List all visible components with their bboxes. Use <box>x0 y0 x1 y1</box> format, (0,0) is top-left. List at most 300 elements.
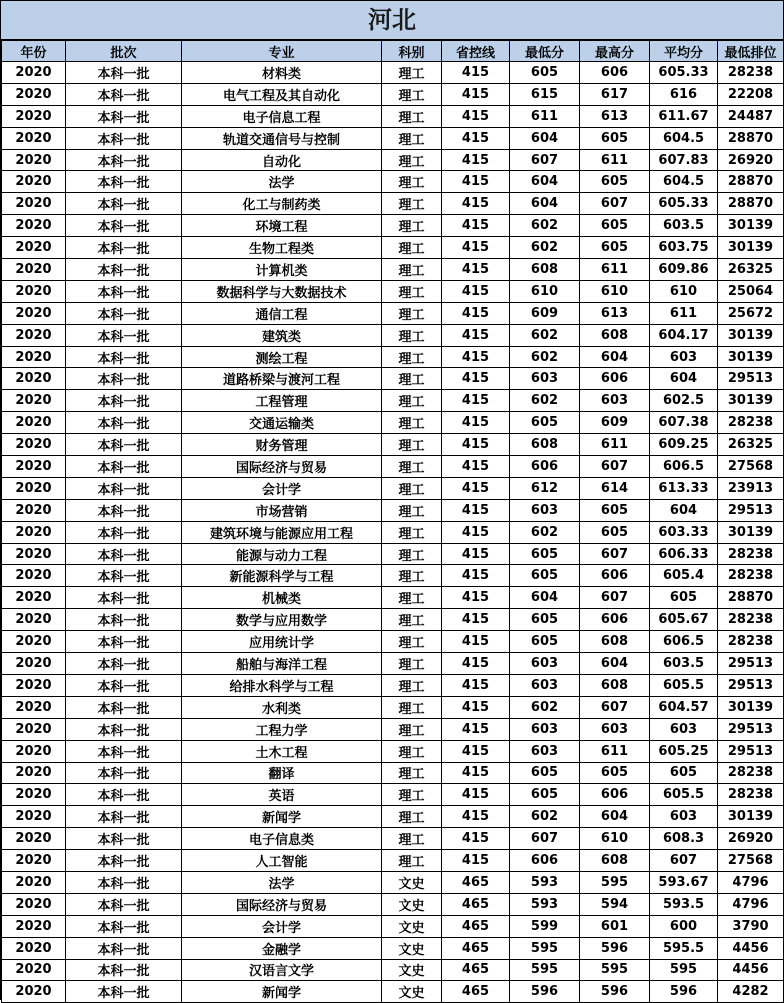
avg-score-cell: 605.4 <box>650 565 718 587</box>
max-score-cell: 604 <box>580 346 650 368</box>
table-row <box>2 193 784 215</box>
table-row <box>2 456 784 478</box>
major-cell: 数学与应用数学 <box>182 609 382 631</box>
year-cell: 2020 <box>2 390 66 412</box>
min-score-cell: 605 <box>510 784 580 806</box>
min-rank-cell: 29513 <box>718 740 784 762</box>
min-score-cell: 602 <box>510 237 580 259</box>
min-score-cell: 609 <box>510 302 580 324</box>
min-score-cell: 603 <box>510 740 580 762</box>
max-score-cell: 608 <box>580 850 650 872</box>
category-cell: 文史 <box>382 959 442 981</box>
min-rank-cell: 29513 <box>718 674 784 696</box>
min-score-cell: 603 <box>510 368 580 390</box>
min-score-cell: 603 <box>510 718 580 740</box>
major-cell: 通信工程 <box>182 302 382 324</box>
major-cell: 市场营销 <box>182 499 382 521</box>
min-score-cell: 605 <box>510 412 580 434</box>
max-score-cell: 605 <box>580 215 650 237</box>
category-cell: 理工 <box>382 543 442 565</box>
batch-cell: 本科一批 <box>66 718 182 740</box>
avg-score-cell: 605.33 <box>650 193 718 215</box>
avg-score-cell: 605.5 <box>650 674 718 696</box>
control-line-cell: 415 <box>442 83 510 105</box>
category-cell: 理工 <box>382 237 442 259</box>
batch-cell: 本科一批 <box>66 784 182 806</box>
table-row <box>2 762 784 784</box>
control-line-cell: 415 <box>442 565 510 587</box>
min-rank-cell: 30139 <box>718 696 784 718</box>
batch-cell: 本科一批 <box>66 915 182 937</box>
table-row <box>2 653 784 675</box>
control-line-cell: 415 <box>442 828 510 850</box>
major-cell: 新闻学 <box>182 981 382 1003</box>
batch-cell: 本科一批 <box>66 324 182 346</box>
batch-cell: 本科一批 <box>66 959 182 981</box>
min-rank-cell: 28870 <box>718 587 784 609</box>
header-year: 年份 <box>2 41 66 62</box>
min-rank-cell: 22208 <box>718 83 784 105</box>
control-line-cell: 415 <box>442 390 510 412</box>
min-rank-cell: 30139 <box>718 324 784 346</box>
min-score-cell: 602 <box>510 806 580 828</box>
avg-score-cell: 610 <box>650 280 718 302</box>
batch-cell: 本科一批 <box>66 981 182 1003</box>
year-cell: 2020 <box>2 521 66 543</box>
avg-score-cell: 604.17 <box>650 324 718 346</box>
category-cell: 理工 <box>382 346 442 368</box>
table-row <box>2 171 784 193</box>
control-line-cell: 415 <box>442 280 510 302</box>
min-rank-cell: 3790 <box>718 915 784 937</box>
table-row <box>2 521 784 543</box>
min-rank-cell: 29513 <box>718 653 784 675</box>
max-score-cell: 594 <box>580 893 650 915</box>
avg-score-cell: 603.33 <box>650 521 718 543</box>
table-row <box>2 62 784 84</box>
major-cell: 电气工程及其自动化 <box>182 83 382 105</box>
min-score-cell: 596 <box>510 981 580 1003</box>
table-row <box>2 280 784 302</box>
category-cell: 理工 <box>382 390 442 412</box>
max-score-cell: 606 <box>580 62 650 84</box>
min-rank-cell: 30139 <box>718 390 784 412</box>
score-table <box>1 40 784 1003</box>
major-cell: 道路桥梁与渡河工程 <box>182 368 382 390</box>
min-score-cell: 607 <box>510 828 580 850</box>
control-line-cell: 415 <box>442 456 510 478</box>
min-rank-cell: 28238 <box>718 543 784 565</box>
table-row <box>2 850 784 872</box>
batch-cell: 本科一批 <box>66 259 182 281</box>
table-row <box>2 368 784 390</box>
control-line-cell: 415 <box>442 368 510 390</box>
year-cell: 2020 <box>2 674 66 696</box>
category-cell: 理工 <box>382 149 442 171</box>
batch-cell: 本科一批 <box>66 193 182 215</box>
year-cell: 2020 <box>2 324 66 346</box>
major-cell: 国际经济与贸易 <box>182 893 382 915</box>
control-line-cell: 415 <box>442 631 510 653</box>
min-rank-cell: 28238 <box>718 609 784 631</box>
year-cell: 2020 <box>2 193 66 215</box>
min-rank-cell: 28238 <box>718 784 784 806</box>
min-score-cell: 606 <box>510 456 580 478</box>
category-cell: 理工 <box>382 368 442 390</box>
min-score-cell: 605 <box>510 762 580 784</box>
min-rank-cell: 28870 <box>718 127 784 149</box>
batch-cell: 本科一批 <box>66 543 182 565</box>
min-score-cell: 593 <box>510 893 580 915</box>
year-cell: 2020 <box>2 915 66 937</box>
batch-cell: 本科一批 <box>66 302 182 324</box>
avg-score-cell: 595.5 <box>650 937 718 959</box>
category-cell: 理工 <box>382 456 442 478</box>
control-line-cell: 465 <box>442 871 510 893</box>
batch-cell: 本科一批 <box>66 696 182 718</box>
year-cell: 2020 <box>2 302 66 324</box>
min-score-cell: 602 <box>510 346 580 368</box>
table-row <box>2 806 784 828</box>
major-cell: 给排水科学与工程 <box>182 674 382 696</box>
control-line-cell: 415 <box>442 477 510 499</box>
header-category: 科别 <box>382 41 442 62</box>
major-cell: 测绘工程 <box>182 346 382 368</box>
table-row <box>2 587 784 609</box>
major-cell: 财务管理 <box>182 434 382 456</box>
category-cell: 理工 <box>382 499 442 521</box>
avg-score-cell: 607.38 <box>650 412 718 434</box>
min-score-cell: 602 <box>510 696 580 718</box>
header-avg-score: 平均分 <box>650 41 718 62</box>
batch-cell: 本科一批 <box>66 653 182 675</box>
control-line-cell: 415 <box>442 346 510 368</box>
max-score-cell: 606 <box>580 784 650 806</box>
max-score-cell: 603 <box>580 390 650 412</box>
batch-cell: 本科一批 <box>66 609 182 631</box>
min-rank-cell: 30139 <box>718 346 784 368</box>
control-line-cell: 415 <box>442 850 510 872</box>
table-row <box>2 740 784 762</box>
control-line-cell: 415 <box>442 259 510 281</box>
avg-score-cell: 603 <box>650 346 718 368</box>
batch-cell: 本科一批 <box>66 477 182 499</box>
max-score-cell: 611 <box>580 434 650 456</box>
table-row <box>2 127 784 149</box>
control-line-cell: 415 <box>442 302 510 324</box>
control-line-cell: 465 <box>442 981 510 1003</box>
batch-cell: 本科一批 <box>66 762 182 784</box>
category-cell: 理工 <box>382 718 442 740</box>
min-score-cell: 605 <box>510 631 580 653</box>
year-cell: 2020 <box>2 127 66 149</box>
year-cell: 2020 <box>2 456 66 478</box>
max-score-cell: 607 <box>580 543 650 565</box>
min-score-cell: 605 <box>510 62 580 84</box>
major-cell: 国际经济与贸易 <box>182 456 382 478</box>
min-score-cell: 604 <box>510 127 580 149</box>
year-cell: 2020 <box>2 981 66 1003</box>
min-score-cell: 605 <box>510 543 580 565</box>
min-score-cell: 604 <box>510 587 580 609</box>
control-line-cell: 415 <box>442 609 510 631</box>
min-score-cell: 606 <box>510 850 580 872</box>
avg-score-cell: 593.67 <box>650 871 718 893</box>
year-cell: 2020 <box>2 806 66 828</box>
max-score-cell: 603 <box>580 718 650 740</box>
header-min-rank: 最低排位 <box>718 41 784 62</box>
category-cell: 理工 <box>382 674 442 696</box>
min-rank-cell: 27568 <box>718 850 784 872</box>
avg-score-cell: 609.86 <box>650 259 718 281</box>
table-row <box>2 83 784 105</box>
table-row <box>2 696 784 718</box>
category-cell: 理工 <box>382 521 442 543</box>
control-line-cell: 415 <box>442 674 510 696</box>
control-line-cell: 415 <box>442 412 510 434</box>
min-score-cell: 607 <box>510 149 580 171</box>
category-cell: 理工 <box>382 740 442 762</box>
max-score-cell: 601 <box>580 915 650 937</box>
control-line-cell: 465 <box>442 915 510 937</box>
control-line-cell: 415 <box>442 62 510 84</box>
year-cell: 2020 <box>2 62 66 84</box>
batch-cell: 本科一批 <box>66 565 182 587</box>
max-score-cell: 610 <box>580 828 650 850</box>
table-row <box>2 477 784 499</box>
control-line-cell: 415 <box>442 105 510 127</box>
min-rank-cell: 29513 <box>718 499 784 521</box>
control-line-cell: 415 <box>442 696 510 718</box>
max-score-cell: 608 <box>580 674 650 696</box>
min-score-cell: 608 <box>510 259 580 281</box>
avg-score-cell: 603.5 <box>650 653 718 675</box>
control-line-cell: 415 <box>442 171 510 193</box>
category-cell: 理工 <box>382 477 442 499</box>
header-row <box>2 41 784 62</box>
category-cell: 理工 <box>382 127 442 149</box>
max-score-cell: 608 <box>580 631 650 653</box>
avg-score-cell: 593.5 <box>650 893 718 915</box>
major-cell: 工程力学 <box>182 718 382 740</box>
min-score-cell: 602 <box>510 521 580 543</box>
avg-score-cell: 611 <box>650 302 718 324</box>
year-cell: 2020 <box>2 631 66 653</box>
max-score-cell: 605 <box>580 127 650 149</box>
avg-score-cell: 605.33 <box>650 62 718 84</box>
min-rank-cell: 28870 <box>718 171 784 193</box>
year-cell: 2020 <box>2 740 66 762</box>
max-score-cell: 595 <box>580 871 650 893</box>
category-cell: 理工 <box>382 828 442 850</box>
avg-score-cell: 606.5 <box>650 456 718 478</box>
min-rank-cell: 25064 <box>718 280 784 302</box>
major-cell: 新能源科学与工程 <box>182 565 382 587</box>
control-line-cell: 415 <box>442 521 510 543</box>
major-cell: 环境工程 <box>182 215 382 237</box>
category-cell: 理工 <box>382 259 442 281</box>
max-score-cell: 606 <box>580 565 650 587</box>
major-cell: 生物工程类 <box>182 237 382 259</box>
min-rank-cell: 29513 <box>718 718 784 740</box>
year-cell: 2020 <box>2 828 66 850</box>
table-body <box>2 62 784 1003</box>
year-cell: 2020 <box>2 499 66 521</box>
control-line-cell: 415 <box>442 193 510 215</box>
major-cell: 电子信息工程 <box>182 105 382 127</box>
category-cell: 文史 <box>382 915 442 937</box>
batch-cell: 本科一批 <box>66 280 182 302</box>
max-score-cell: 596 <box>580 981 650 1003</box>
max-score-cell: 607 <box>580 696 650 718</box>
major-cell: 自动化 <box>182 149 382 171</box>
max-score-cell: 611 <box>580 259 650 281</box>
avg-score-cell: 603.5 <box>650 215 718 237</box>
avg-score-cell: 596 <box>650 981 718 1003</box>
avg-score-cell: 605 <box>650 762 718 784</box>
min-score-cell: 611 <box>510 105 580 127</box>
major-cell: 会计学 <box>182 915 382 937</box>
year-cell: 2020 <box>2 149 66 171</box>
max-score-cell: 617 <box>580 83 650 105</box>
avg-score-cell: 607 <box>650 850 718 872</box>
avg-score-cell: 605.25 <box>650 740 718 762</box>
major-cell: 新闻学 <box>182 806 382 828</box>
avg-score-cell: 605.67 <box>650 609 718 631</box>
control-line-cell: 415 <box>442 806 510 828</box>
header-batch: 批次 <box>66 41 182 62</box>
max-score-cell: 605 <box>580 171 650 193</box>
min-rank-cell: 26325 <box>718 259 784 281</box>
min-rank-cell: 4282 <box>718 981 784 1003</box>
major-cell: 法学 <box>182 871 382 893</box>
control-line-cell: 415 <box>442 762 510 784</box>
min-rank-cell: 4456 <box>718 959 784 981</box>
table-row <box>2 893 784 915</box>
batch-cell: 本科一批 <box>66 828 182 850</box>
avg-score-cell: 606.5 <box>650 631 718 653</box>
max-score-cell: 609 <box>580 412 650 434</box>
year-cell: 2020 <box>2 477 66 499</box>
batch-cell: 本科一批 <box>66 456 182 478</box>
table-row <box>2 784 784 806</box>
control-line-cell: 415 <box>442 784 510 806</box>
year-cell: 2020 <box>2 587 66 609</box>
category-cell: 理工 <box>382 324 442 346</box>
max-score-cell: 614 <box>580 477 650 499</box>
batch-cell: 本科一批 <box>66 850 182 872</box>
max-score-cell: 608 <box>580 324 650 346</box>
major-cell: 英语 <box>182 784 382 806</box>
major-cell: 交通运输类 <box>182 412 382 434</box>
avg-score-cell: 600 <box>650 915 718 937</box>
header-major: 专业 <box>182 41 382 62</box>
table-row <box>2 828 784 850</box>
table-row <box>2 346 784 368</box>
table-row <box>2 324 784 346</box>
min-rank-cell: 24487 <box>718 105 784 127</box>
table-row <box>2 937 784 959</box>
category-cell: 文史 <box>382 871 442 893</box>
min-score-cell: 605 <box>510 609 580 631</box>
max-score-cell: 604 <box>580 806 650 828</box>
table-row <box>2 718 784 740</box>
major-cell: 水利类 <box>182 696 382 718</box>
category-cell: 理工 <box>382 565 442 587</box>
batch-cell: 本科一批 <box>66 806 182 828</box>
category-cell: 理工 <box>382 105 442 127</box>
min-rank-cell: 28238 <box>718 62 784 84</box>
max-score-cell: 605 <box>580 237 650 259</box>
avg-score-cell: 606.33 <box>650 543 718 565</box>
category-cell: 理工 <box>382 696 442 718</box>
batch-cell: 本科一批 <box>66 171 182 193</box>
control-line-cell: 415 <box>442 653 510 675</box>
table-row <box>2 674 784 696</box>
category-cell: 理工 <box>382 193 442 215</box>
major-cell: 会计学 <box>182 477 382 499</box>
min-score-cell: 595 <box>510 959 580 981</box>
year-cell: 2020 <box>2 762 66 784</box>
batch-cell: 本科一批 <box>66 937 182 959</box>
max-score-cell: 604 <box>580 653 650 675</box>
min-rank-cell: 26325 <box>718 434 784 456</box>
category-cell: 理工 <box>382 280 442 302</box>
control-line-cell: 415 <box>442 149 510 171</box>
category-cell: 理工 <box>382 587 442 609</box>
max-score-cell: 605 <box>580 762 650 784</box>
max-score-cell: 613 <box>580 105 650 127</box>
batch-cell: 本科一批 <box>66 149 182 171</box>
year-cell: 2020 <box>2 237 66 259</box>
max-score-cell: 607 <box>580 587 650 609</box>
year-cell: 2020 <box>2 543 66 565</box>
min-score-cell: 612 <box>510 477 580 499</box>
year-cell: 2020 <box>2 565 66 587</box>
major-cell: 建筑类 <box>182 324 382 346</box>
category-cell: 理工 <box>382 215 442 237</box>
max-score-cell: 596 <box>580 937 650 959</box>
header-max-score: 最高分 <box>580 41 650 62</box>
category-cell: 理工 <box>382 609 442 631</box>
avg-score-cell: 604.5 <box>650 171 718 193</box>
min-rank-cell: 30139 <box>718 806 784 828</box>
control-line-cell: 465 <box>442 937 510 959</box>
category-cell: 文史 <box>382 937 442 959</box>
category-cell: 理工 <box>382 412 442 434</box>
min-score-cell: 615 <box>510 83 580 105</box>
year-cell: 2020 <box>2 368 66 390</box>
min-score-cell: 595 <box>510 937 580 959</box>
year-cell: 2020 <box>2 871 66 893</box>
category-cell: 理工 <box>382 784 442 806</box>
batch-cell: 本科一批 <box>66 237 182 259</box>
control-line-cell: 415 <box>442 215 510 237</box>
min-score-cell: 593 <box>510 871 580 893</box>
table-row <box>2 237 784 259</box>
header-min-score: 最低分 <box>510 41 580 62</box>
year-cell: 2020 <box>2 718 66 740</box>
year-cell: 2020 <box>2 105 66 127</box>
table-row <box>2 105 784 127</box>
control-line-cell: 415 <box>442 434 510 456</box>
batch-cell: 本科一批 <box>66 434 182 456</box>
batch-cell: 本科一批 <box>66 893 182 915</box>
min-score-cell: 605 <box>510 565 580 587</box>
category-cell: 理工 <box>382 806 442 828</box>
avg-score-cell: 607.83 <box>650 149 718 171</box>
major-cell: 数据科学与大数据技术 <box>182 280 382 302</box>
